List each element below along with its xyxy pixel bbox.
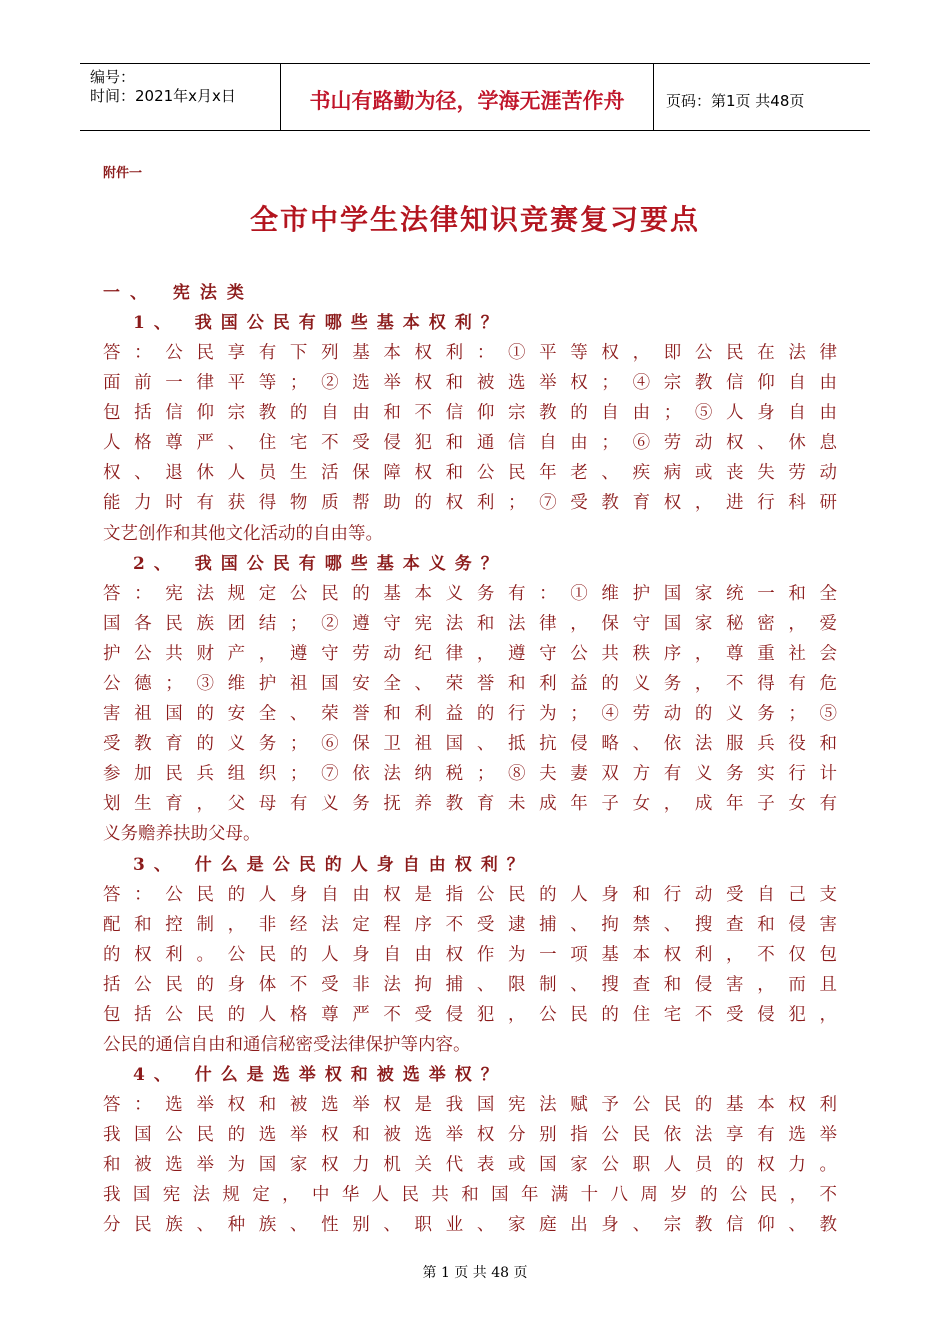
answer-line: 答：宪法规定公民的基本义务有：①维护国家统一和全 — [103, 583, 837, 604]
answer-line: 面前一律平等；②选举权和被选举权；④宗教信仰自由 — [103, 373, 837, 394]
answer-line: 答：选举权和被选举权是我国宪法赋予公民的基本权利 — [103, 1095, 837, 1116]
question-heading: 3、 什么是公民的人身自由权利？ — [133, 854, 533, 875]
question-heading: 2、 我国公民有哪些基本义务？ — [133, 553, 507, 574]
answer-line: 包括信仰宗教的自由和不信仰宗教的自由；⑤人身自由 — [103, 403, 837, 424]
document-title: 全市中学生法律知识竞赛复习要点 — [249, 203, 700, 236]
answer-line: 公德；③维护祖国安全、荣誉和利益的义务，不得有危 — [103, 673, 837, 694]
time-label: 时间：2021年x月x日 — [90, 87, 236, 105]
answer-paragraph — [103, 338, 837, 549]
answer-line: 能力时有获得物质帮助的权利；⑦受教育权，进行科研 — [103, 493, 837, 514]
document-body — [103, 278, 837, 1241]
answer-paragraph — [103, 1090, 837, 1240]
header-motto: 书山有路勤为径，学海无涯苦作舟 — [281, 64, 654, 130]
header-meta — [80, 64, 281, 130]
answer-line: 包括公民的人格尊严不受侵犯，公民的住宅不受侵犯， — [103, 1004, 837, 1025]
header-page-info: 页码：第1页 共48页 — [666, 91, 805, 110]
page-footer: 第 1 页 共 48 页 — [422, 1265, 528, 1281]
answer-line: 的权利。公民的人身自由权作为一项基本权利，不仅包 — [103, 944, 837, 965]
answer-line: 权、退休人员生活保障权和公民年老、疾病或丧失劳动 — [103, 463, 837, 484]
answer-line: 配和控制，非经法定程序不受逮捕、拘禁、搜查和侵害 — [103, 914, 837, 935]
question-heading: 4、 什么是选举权和被选举权？ — [133, 1065, 507, 1086]
answer-line: 答：公民的人身自由权是指公民的人身和行动受自己支 — [103, 884, 837, 905]
code-label: 编号： — [90, 68, 136, 86]
answer-line: 我国公民的选举权和被选举权分别指公民依法享有选举 — [103, 1125, 837, 1146]
section-heading: 一、 宪法类 — [103, 283, 254, 303]
answer-paragraph — [103, 579, 837, 850]
answer-line: 和被选举为国家权力机关代表或国家公职人员的权力。 — [103, 1155, 837, 1176]
answer-line: 分民族、种族、性别、职业、家庭出身、宗教信仰、教 — [103, 1215, 837, 1236]
answer-line: 括公民的身体不受非法拘捕、限制、搜查和侵害，而且 — [103, 974, 837, 995]
answer-line: 划生育，父母有义务抚养教育未成年子女，成年子女有 — [103, 794, 837, 815]
answer-line: 人格尊严、住宅不受侵犯和通信自由；⑥劳动权、休息 — [103, 433, 837, 454]
page-header — [80, 63, 870, 131]
answer-line: 我国宪法规定，中华人民共和国年满十八周岁的公民，不 — [103, 1185, 837, 1206]
answer-paragraph — [103, 880, 837, 1061]
answer-line: 公民的通信自由和通信秘密受法律保护等内容。 — [103, 1034, 471, 1055]
answer-line: 答：公民享有下列基本权利：①平等权，即公民在法律 — [103, 343, 837, 363]
answer-line: 义务赡养扶助父母。 — [103, 824, 261, 845]
answer-line: 害祖国的安全、荣誉和利益的行为；④劳动的义务；⑤ — [103, 704, 837, 725]
answer-line: 受教育的义务；⑥保卫祖国、抵抗侵略、依法服兵役和 — [103, 734, 837, 755]
answer-line: 参加民兵组织；⑦依法纳税；⑧夫妻双方有义务实行计 — [103, 764, 837, 785]
answer-line: 国各民族团结；②遵守宪法和法律，保守国家秘密，爱 — [103, 613, 837, 634]
answer-line: 护公共财产，遵守劳动纪律，遵守公共秩序，尊重社会 — [103, 643, 837, 664]
question-heading: 1、 我国公民有哪些基本权利？ — [133, 313, 507, 333]
attachment-label: 附件一 — [103, 166, 143, 181]
answer-line: 文艺创作和其他文化活动的自由等。 — [103, 523, 383, 544]
